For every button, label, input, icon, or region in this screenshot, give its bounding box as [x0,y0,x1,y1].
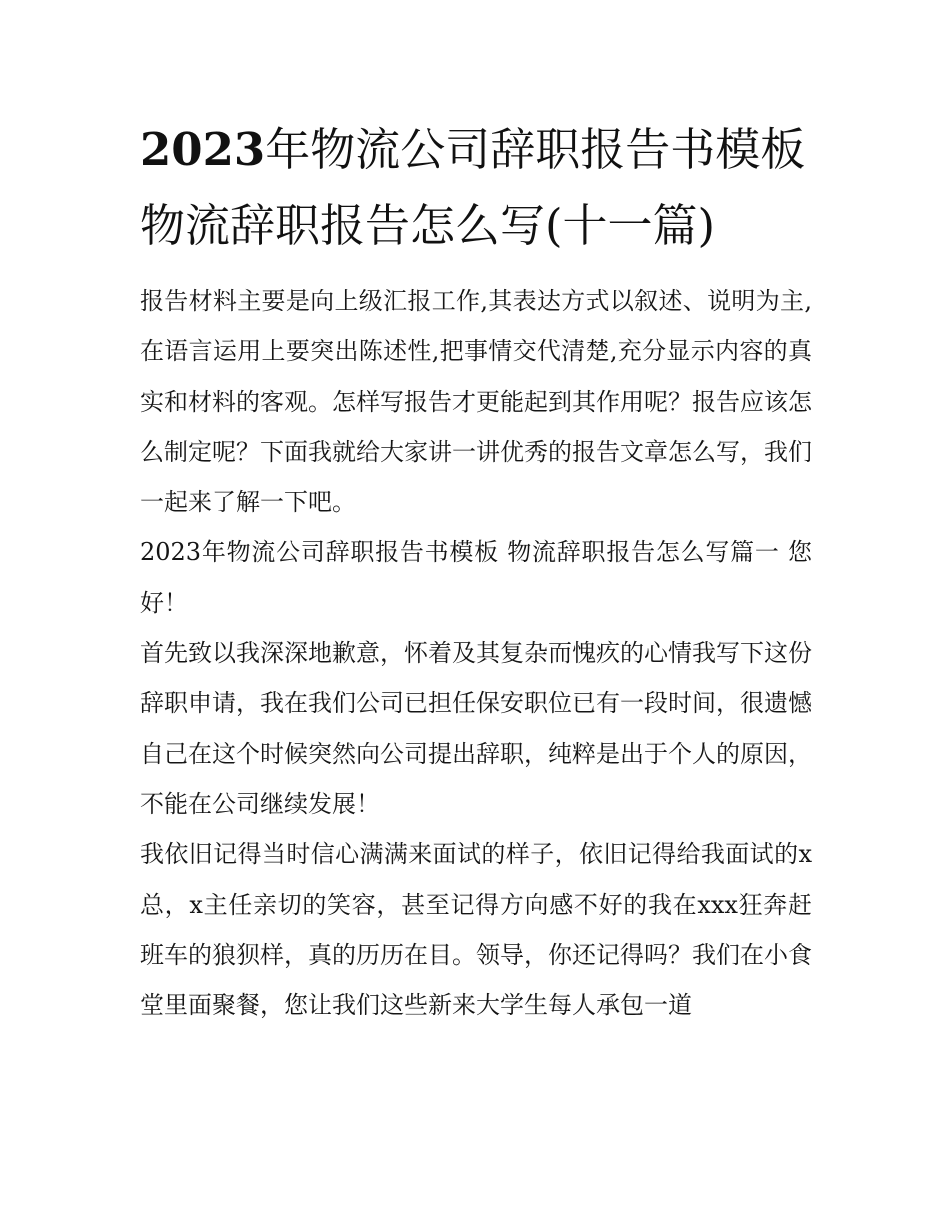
document-content [140,112,812,1030]
document-body [140,276,812,1030]
document-title [140,112,812,264]
body-paragraph-apology: 首先致以我深深地歉意，怀着及其复杂而愧疚的心情我写下这份辞职申请，我在我们公司已担任保安职位已有一段时间，很遗憾自己在这个时候突然向公司提出辞职，纯粹是出于个人的原因，不能在公司继续发展！ [140,639,812,818]
intro-paragraph: 报告材料主要是向上级汇报工作,其表达方式以叙述、说明为主,在语言运用上要突出陈述性,把事情交代清楚,充分显示内容的真实和材料的客观。怎样写报告才更能起到其作用呢？报告应该怎么制定呢？下面我就给大家讲一讲优秀的报告文章怎么写，我们一起来了解一下吧。 [140,287,812,517]
title-year: 2023 [140,123,266,176]
body-paragraph-memories: 我依旧记得当时信心满满来面试的样子，依旧记得给我面试的x总，x主任亲切的笑容，甚至记得方向感不好的我在xxx狂奔赶班车的狼狈样，真的历历在目。领导，你还记得吗？我们在小食堂里面聚餐，您让我们这些新来大学生每人承包一道 [140,840,812,1020]
title-text: 年物流公司辞职报告书模板 物流辞职报告怎么写(十一篇) [140,123,806,252]
section-heading-paragraph: 2023年物流公司辞职报告书模板 物流辞职报告怎么写篇一 您好！ [140,538,812,617]
